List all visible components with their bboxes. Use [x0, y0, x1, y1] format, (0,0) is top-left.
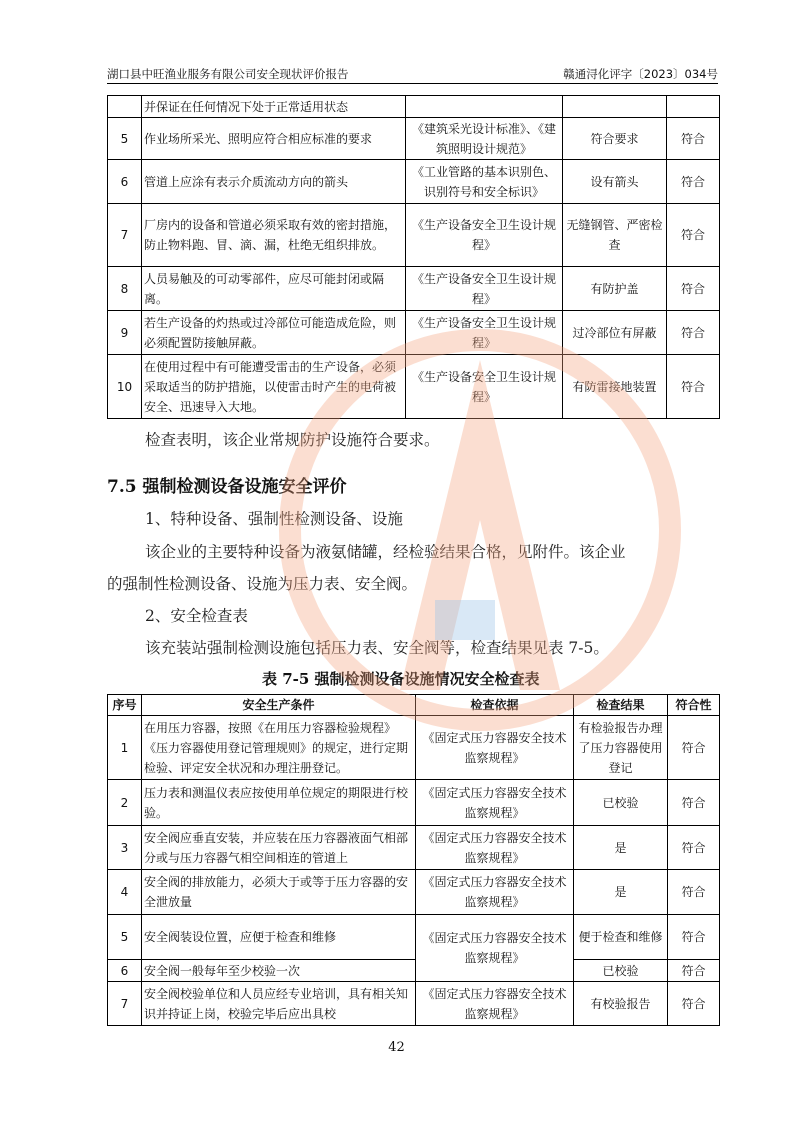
row-number: 6	[108, 160, 142, 204]
compliance-cell: 符合	[667, 204, 720, 267]
conclusion-paragraph: 检查表明，该企业常规防护设施符合要求。	[145, 431, 440, 449]
result-cell	[563, 96, 667, 118]
table-row	[108, 267, 720, 311]
condition-cell: 在用压力容器，按照《在用压力容器检验规程》《压力容器使用登记管理规则》的规定，进行定期检验、评定安全状况和办理注册登记。	[142, 716, 416, 780]
table-row	[108, 311, 720, 355]
row-number: 7	[108, 982, 142, 1026]
result-cell: 有防雷接地装置	[563, 355, 667, 419]
condition-cell: 厂房内的设备和管道必须采取有效的密封措施，防止物料跑、冒、滴、漏，杜绝无组织排放。	[142, 204, 406, 267]
condition-cell: 安全阀一般每年至少校验一次	[142, 960, 416, 982]
column-header: 序号	[108, 695, 142, 716]
table-header-row	[108, 695, 720, 716]
result-cell: 有检验报告办理了压力容器使用登记	[574, 716, 668, 780]
body-paragraph-line: 的强制性检测设备、设施为压力表、安全阀。	[107, 575, 418, 593]
condition-cell: 安全阀装设位置，应便于检查和维修	[142, 915, 416, 960]
row-number: 5	[108, 915, 142, 960]
row-number	[108, 96, 142, 118]
table-row	[108, 716, 720, 780]
compliance-cell: 符合	[667, 267, 720, 311]
compliance-cell	[667, 96, 720, 118]
result-cell: 已校验	[574, 780, 668, 826]
condition-cell: 若生产设备的灼热或过冷部位可能造成危险，则必须配置防接触屏蔽。	[142, 311, 406, 355]
body-paragraph-line: 该充装站强制检测设施包括压力表、安全阀等，检查结果见表 7-5。	[145, 639, 609, 657]
basis-cell	[406, 96, 563, 118]
row-number: 4	[108, 870, 142, 915]
table-row	[108, 160, 720, 204]
column-header: 检查结果	[574, 695, 668, 716]
row-number: 2	[108, 780, 142, 826]
table-row	[108, 355, 720, 419]
compliance-cell: 符合	[667, 160, 720, 204]
header-report-title: 湖口县中旺渔业服务有限公司安全现状评价报告	[107, 67, 349, 81]
table-row	[108, 96, 720, 118]
basis-cell: 《生产设备安全卫生设计规程》	[406, 355, 563, 419]
row-number: 1	[108, 716, 142, 780]
compliance-cell: 符合	[668, 716, 720, 780]
body-paragraph-line: 该企业的主要特种设备为液氨储罐，经检验结果合格，见附件。该企业	[145, 543, 626, 561]
compliance-cell: 符合	[667, 118, 720, 160]
table-row	[108, 915, 720, 960]
condition-cell: 压力表和测温仪表应按使用单位规定的期限进行校验。	[142, 780, 416, 826]
result-cell: 便于检查和维修	[574, 915, 668, 960]
condition-cell: 在使用过程中有可能遭受雷击的生产设备，必须采取适当的防护措施，以使雷击时产生的电荷被安全、迅速导入大地。	[142, 355, 406, 419]
page-number: 42	[388, 1040, 405, 1055]
row-number: 3	[108, 826, 142, 870]
basis-cell: 《生产设备安全卫生设计规程》	[406, 311, 563, 355]
result-cell: 已校验	[574, 960, 668, 982]
table-row	[108, 780, 720, 826]
result-cell: 设有箭头	[563, 160, 667, 204]
condition-cell: 管道上应涂有表示介质流动方向的箭头	[142, 160, 406, 204]
result-cell: 过冷部位有屏蔽	[563, 311, 667, 355]
condition-cell: 安全阀校验单位和人员应经专业培训，具有相关知识并持证上岗，校验完毕后应出具校	[142, 982, 416, 1026]
condition-cell: 作业场所采光、照明应符合相应标准的要求	[142, 118, 406, 160]
basis-cell: 《固定式压力容器安全技术监察规程》	[416, 716, 574, 780]
basis-cell: 《固定式压力容器安全技术监察规程》	[416, 982, 574, 1026]
table-row	[108, 204, 720, 267]
basis-cell: 《建筑采光设计标准》、《建筑照明设计规范》	[406, 118, 563, 160]
result-cell: 有校验报告	[574, 982, 668, 1026]
table-row	[108, 826, 720, 870]
forced-inspection-check-table	[107, 694, 720, 1026]
row-number: 7	[108, 204, 142, 267]
basis-cell: 《固定式压力容器安全技术监察规程》	[416, 915, 574, 982]
table-row	[108, 118, 720, 160]
column-header: 检查依据	[416, 695, 574, 716]
compliance-cell: 符合	[667, 355, 720, 419]
row-number: 8	[108, 267, 142, 311]
basis-cell: 《固定式压力容器安全技术监察规程》	[416, 870, 574, 915]
row-number: 5	[108, 118, 142, 160]
row-number: 10	[108, 355, 142, 419]
basis-cell: 《固定式压力容器安全技术监察规程》	[416, 780, 574, 826]
table-row	[108, 960, 720, 982]
column-header: 安全生产条件	[142, 695, 416, 716]
result-cell: 符合要求	[563, 118, 667, 160]
compliance-cell: 符合	[668, 960, 720, 982]
subsection-1-heading: 1、特种设备、强制性检测设备、设施	[145, 510, 403, 528]
condition-cell: 人员易触及的可动零部件，应尽可能封闭或隔离。	[142, 267, 406, 311]
result-cell: 有防护盖	[563, 267, 667, 311]
basis-cell: 《生产设备安全卫生设计规程》	[406, 204, 563, 267]
result-cell: 无缝钢管、严密检查	[563, 204, 667, 267]
section-heading: 7.5 强制检测设备设施安全评价	[107, 477, 347, 497]
condition-cell: 安全阀应垂直安装，并应装在压力容器液面气相部分或与压力容器气相空间相连的管道上	[142, 826, 416, 870]
compliance-cell: 符合	[668, 870, 720, 915]
header-report-number: 赣通浔化评字〔2023〕034号	[563, 67, 718, 81]
condition-cell: 并保证在任何情况下处于正常适用状态	[142, 96, 406, 118]
compliance-cell: 符合	[668, 915, 720, 960]
table-row	[108, 870, 720, 915]
header-rule	[107, 83, 718, 84]
basis-cell: 《工业管路的基本识别色、识别符号和安全标识》	[406, 160, 563, 204]
result-cell: 是	[574, 870, 668, 915]
row-number: 6	[108, 960, 142, 982]
row-number: 9	[108, 311, 142, 355]
column-header: 符合性	[668, 695, 720, 716]
result-cell: 是	[574, 826, 668, 870]
check-table-continued	[107, 95, 720, 419]
table-row	[108, 982, 720, 1026]
table-caption: 表 7-5 强制检测设备设施情况安全检查表	[262, 670, 540, 688]
compliance-cell: 符合	[668, 780, 720, 826]
subsection-2-heading: 2、安全检查表	[145, 607, 248, 625]
compliance-cell: 符合	[668, 826, 720, 870]
compliance-cell: 符合	[668, 982, 720, 1026]
condition-cell: 安全阀的排放能力，必须大于或等于压力容器的安全泄放量	[142, 870, 416, 915]
compliance-cell: 符合	[667, 311, 720, 355]
page-header	[107, 62, 718, 82]
basis-cell: 《固定式压力容器安全技术监察规程》	[416, 826, 574, 870]
basis-cell: 《生产设备安全卫生设计规程》	[406, 267, 563, 311]
